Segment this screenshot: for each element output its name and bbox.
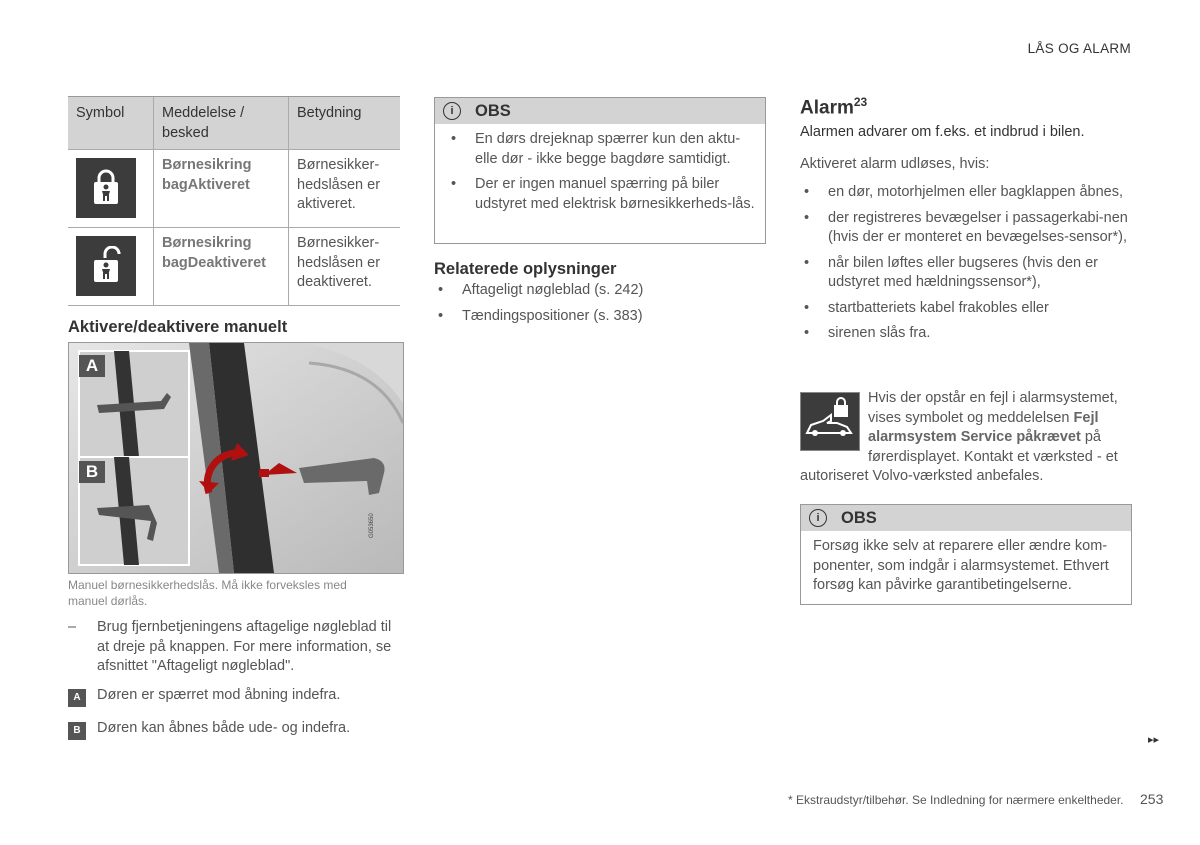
obs2-text: Forsøg ikke selv at reparere eller ændre kom-ponenter, som indgår i alarmsystemet. Ethvert forsøg kan påvirke garantibetingelserne. xyxy=(813,538,1109,593)
item-a-text: Døren er spærret mod åbning indefra. xyxy=(97,687,341,703)
footnote-ref: 23 xyxy=(853,95,868,109)
symbol-table xyxy=(68,96,400,306)
trigger-item: • når bilen løftes eller bugseres (hvis den er udstyret med hældningssensor*), xyxy=(800,254,1132,293)
related-list xyxy=(434,281,764,326)
alarm-trigger-intro: Aktiveret alarm udløses, hvis: xyxy=(800,156,990,172)
trigger-item: • der registreres bevægelser i passagerkabi-nen (hvis der er monteret en bevægelses-sensor*), xyxy=(800,209,1132,248)
related-heading: Relaterede oplysninger xyxy=(434,260,617,278)
obs-box-2 xyxy=(800,504,1132,605)
col-meaning: Betydning xyxy=(289,97,401,150)
child-lock-figure xyxy=(68,342,404,574)
figure-code: G053650 xyxy=(369,513,375,538)
child-lock-unlocked-icon xyxy=(76,236,136,296)
child-lock-locked-icon xyxy=(76,158,136,218)
obs-item: • En dørs drejeknap spærrer kun den aktu-elle dør - ikke begge bagdøre samtidigt. xyxy=(447,130,755,169)
obs-box-1 xyxy=(434,97,766,244)
fault-message: Fejl alarmsystem Service påkrævet xyxy=(868,409,1099,445)
figure-label-b: B xyxy=(79,461,105,483)
obs-title: OBS xyxy=(475,101,511,120)
page-number: 253 xyxy=(1140,791,1164,807)
continue-arrow-icon: ▸▸ xyxy=(1148,734,1160,746)
step-dash: – xyxy=(68,619,77,635)
alarm-fault-text: Hvis der opstår en fejl i alarmsystemet, vises symbolet og meddelelsen Fejl alarmsystem Service påkrævet på førerdisplayet. Kontakt et værksted - et autoriseret Volvo-værksted anbefales. xyxy=(800,390,1118,484)
figure-label-a: A xyxy=(79,355,105,377)
info-icon: i xyxy=(443,102,461,120)
obs-title: OBS xyxy=(841,508,877,527)
item-a xyxy=(68,686,400,706)
step-text: Brug fjernbetjeningens aftagelige nøgleblad til at dreje på knappen. For mere information, se afsnittet "Aftageligt nøgleblad". xyxy=(97,619,392,674)
trigger-item: • en dør, motorhjelmen eller bagklappen åbnes, xyxy=(800,183,1132,203)
table-message: Børnesikring bagDeaktiveret xyxy=(154,228,289,306)
table-row xyxy=(68,150,400,228)
trigger-item: • startbatteriets kabel frakobles eller xyxy=(800,299,1132,319)
footer-note: * Ekstraudstyr/tilbehør. Se Indledning for nærmere enkeltheder. xyxy=(788,793,1124,807)
table-meaning: Børnesikker-hedslåsen er deaktiveret. xyxy=(289,228,401,306)
related-link[interactable]: • Tændingspositioner (s. 383) xyxy=(434,307,764,327)
alarm-title: Alarm$^{23}$ xyxy=(800,95,868,119)
related-link[interactable]: • Aftageligt nøgleblad (s. 242) xyxy=(434,281,764,301)
table-meaning: Børnesikker-hedslåsen er aktiveret. xyxy=(289,150,401,228)
label-b-badge: B xyxy=(68,722,86,740)
info-icon: i xyxy=(809,509,827,527)
trigger-item: • sirenen slås fra. xyxy=(800,324,1132,344)
col-symbol: Symbol xyxy=(68,97,154,150)
label-a-badge: A xyxy=(68,689,86,707)
obs-item: • Der er ingen manuel spærring på biler udstyret med elektrisk børnesikkerheds-lås. xyxy=(447,175,755,214)
table-message: Børnesikring bagAktiveret xyxy=(154,150,289,228)
col-message: Meddelelse / besked xyxy=(154,97,289,150)
figure-caption: Manuel børnesikkerhedslås. Må ikke forveksles med manuel dørlås. xyxy=(68,578,347,608)
alarm-triggers xyxy=(800,183,1132,344)
manual-heading: Aktivere/deaktivere manuelt xyxy=(68,318,288,336)
alarm-intro: Alarmen advarer om f.eks. et indbrud i bilen. xyxy=(800,124,1085,140)
manual-step xyxy=(68,618,400,677)
item-b-text: Døren kan åbnes både ude- og indefra. xyxy=(97,720,351,736)
item-b xyxy=(68,719,400,739)
section-title: LÅS OG ALARM xyxy=(1027,41,1131,56)
table-row xyxy=(68,228,400,306)
table-header-row xyxy=(68,97,400,150)
